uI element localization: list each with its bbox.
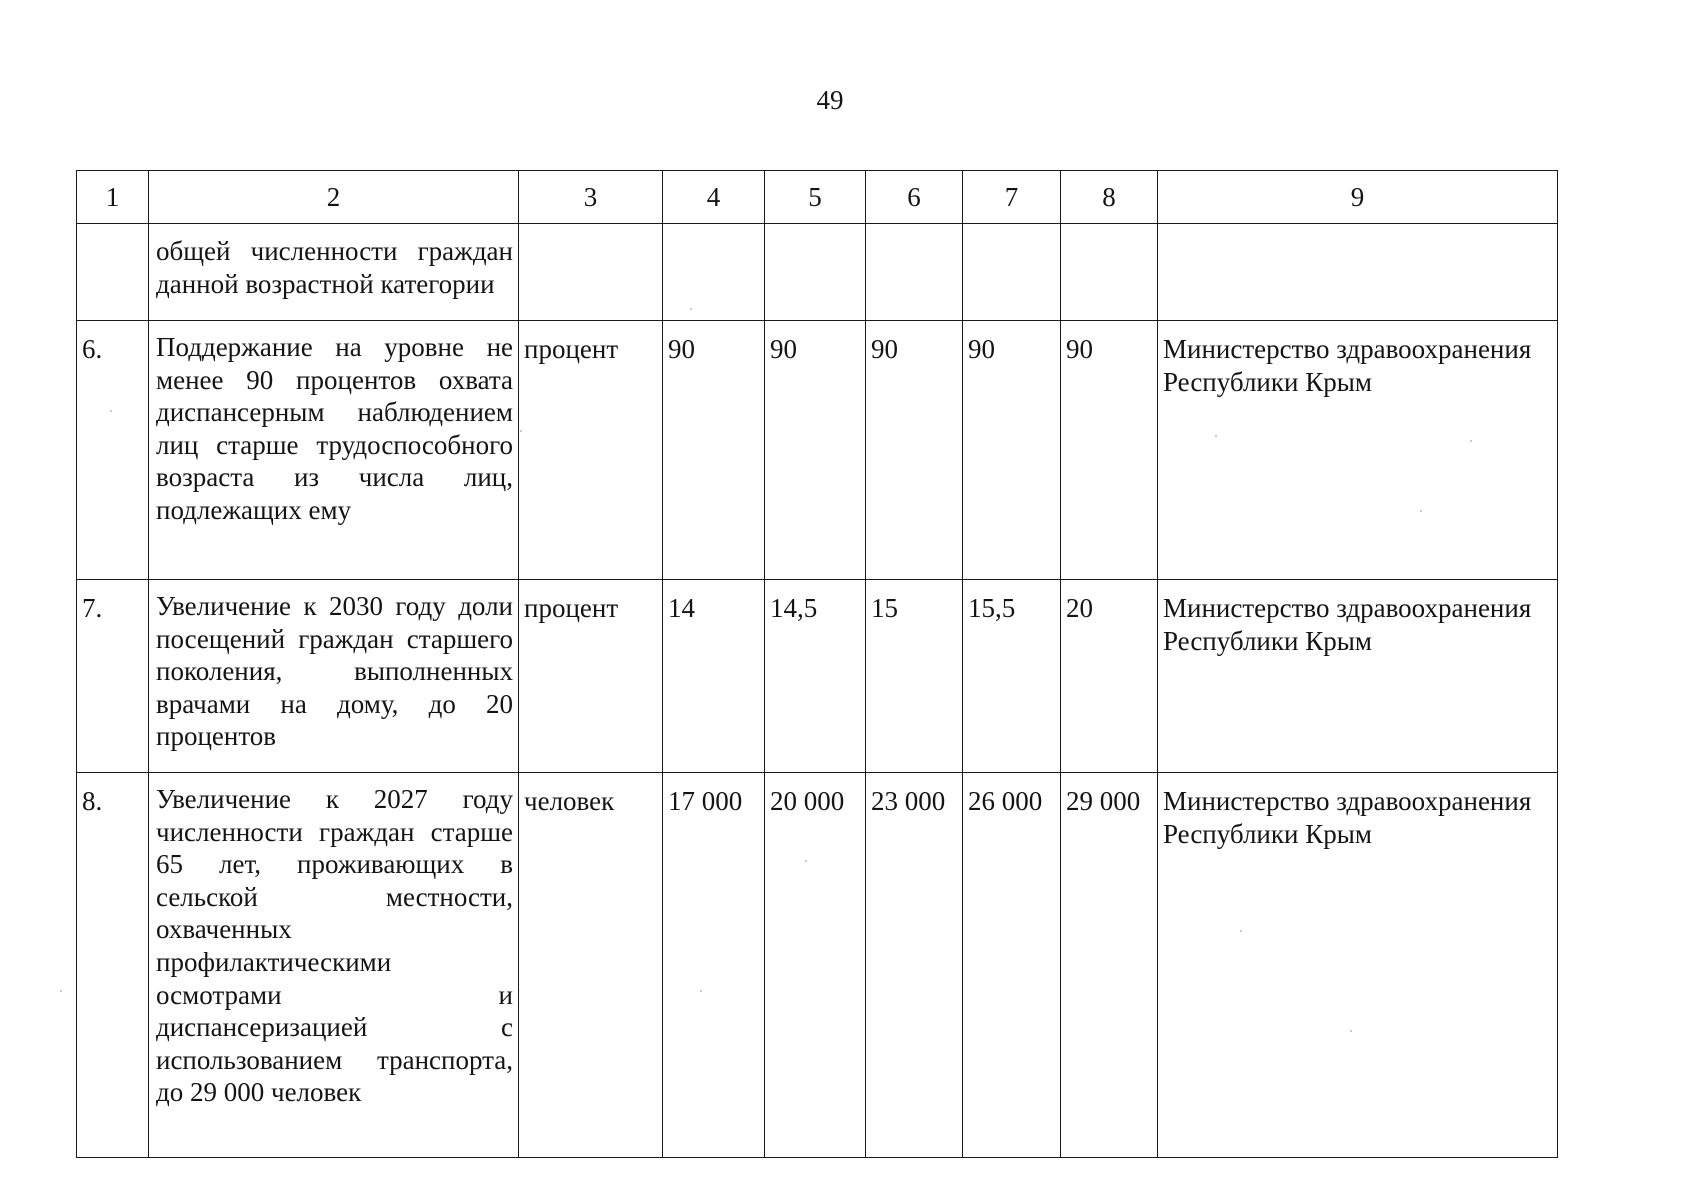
value-cell: 90: [663, 321, 765, 580]
scan-speck: [110, 410, 112, 412]
scan-speck: [1350, 1030, 1352, 1032]
column-number: 4: [663, 171, 765, 224]
row-number-cell: 8.: [77, 773, 149, 1158]
column-number: 9: [1158, 171, 1558, 224]
value-cell: 90: [1061, 321, 1158, 580]
table-row: [77, 224, 1558, 321]
value-cell: [866, 224, 963, 321]
indicator-text-cell: Поддержание на уровне не менее 90 процентов охвата диспансерным наблюдением лиц старше трудоспособного возраста из числа лиц, подлежащих ему: [149, 321, 519, 580]
column-number: 1: [77, 171, 149, 224]
table-row: [77, 580, 1558, 773]
scan-speck: [1240, 930, 1242, 932]
scan-speck: [700, 990, 702, 992]
indicator-text-cell: Увеличение к 2027 году численности граждан старше 65 лет, проживающих в сельской местности, охваченных профилактическими осмотрами и диспансеризацией с использованием транспорта, до 29 000 человек: [149, 773, 519, 1158]
value-cell: 90: [866, 321, 963, 580]
responsible-cell: Министерство здравоохранения Республики Крым: [1158, 321, 1558, 580]
unit-cell: [519, 224, 663, 321]
value-cell: 15: [866, 580, 963, 773]
indicators-table: [76, 170, 1558, 1158]
row-number-cell: [77, 224, 149, 321]
scan-speck: [690, 308, 692, 310]
value-cell: 20: [1061, 580, 1158, 773]
column-number: 7: [963, 171, 1061, 224]
responsible-cell: Министерство здравоохранения Республики Крым: [1158, 580, 1558, 773]
scan-speck: [1420, 510, 1422, 512]
column-number-row: [77, 171, 1558, 224]
value-cell: 90: [765, 321, 866, 580]
value-cell: [663, 224, 765, 321]
value-cell: 90: [963, 321, 1061, 580]
value-cell: [1061, 224, 1158, 321]
row-number-cell: 7.: [77, 580, 149, 773]
value-cell: 17 000: [663, 773, 765, 1158]
unit-cell: человек: [519, 773, 663, 1158]
value-cell: [963, 224, 1061, 321]
scan-speck: [1215, 435, 1217, 437]
value-cell: 23 000: [866, 773, 963, 1158]
row-number-cell: 6.: [77, 321, 149, 580]
column-number: 3: [519, 171, 663, 224]
column-number: 6: [866, 171, 963, 224]
table-row: [77, 773, 1558, 1158]
value-cell: 26 000: [963, 773, 1061, 1158]
scan-speck: [60, 990, 62, 992]
value-cell: 20 000: [765, 773, 866, 1158]
table-row: [77, 321, 1558, 580]
column-number: 5: [765, 171, 866, 224]
indicator-text-cell: общей численности граждан данной возрастной категории: [149, 224, 519, 321]
scan-speck: [1470, 440, 1472, 442]
value-cell: 14: [663, 580, 765, 773]
responsible-cell: Министерство здравоохранения Республики Крым: [1158, 773, 1558, 1158]
scan-speck: [805, 860, 807, 862]
value-cell: [765, 224, 866, 321]
value-cell: 29 000: [1061, 773, 1158, 1158]
value-cell: 14,5: [765, 580, 866, 773]
value-cell: 15,5: [963, 580, 1061, 773]
column-number: 8: [1061, 171, 1158, 224]
unit-cell: процент: [519, 321, 663, 580]
unit-cell: процент: [519, 580, 663, 773]
responsible-cell: [1158, 224, 1558, 321]
column-number: 2: [149, 171, 519, 224]
scan-speck: [520, 430, 522, 432]
page-number: 49: [816, 85, 844, 115]
indicator-text-cell: Увеличение к 2030 году доли посещений граждан старшего поколения, выполненных врачами на дому, до 20 процентов: [149, 580, 519, 773]
